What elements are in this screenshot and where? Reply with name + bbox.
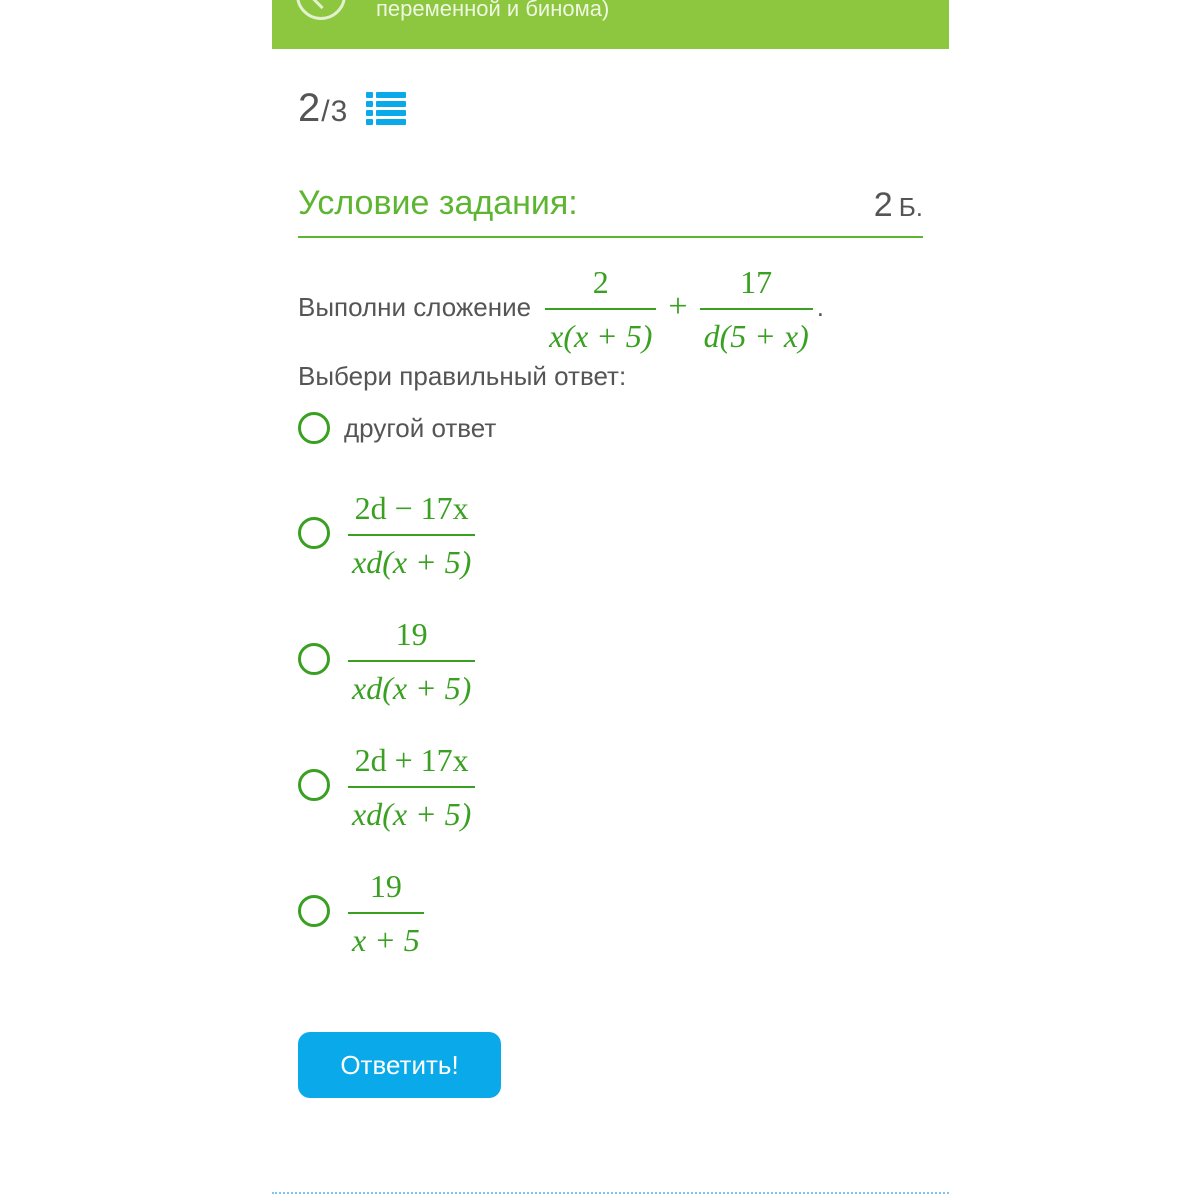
option-fraction bbox=[348, 488, 475, 578]
header-title: переменной и бинома) bbox=[376, 0, 610, 21]
radio-button[interactable] bbox=[298, 412, 330, 444]
fraction-numerator: 2 bbox=[545, 262, 656, 310]
option-fraction bbox=[348, 866, 424, 956]
fraction-numerator: 19 bbox=[348, 614, 475, 662]
fraction-denominator: xd(x + 5) bbox=[352, 796, 472, 832]
condition-header bbox=[298, 180, 923, 238]
choose-answer-text: Выбери правильный ответ: bbox=[298, 361, 627, 391]
answer-option-3[interactable] bbox=[298, 614, 475, 704]
question-progress bbox=[298, 86, 347, 131]
points-unit: Б. bbox=[898, 192, 923, 222]
header-bar bbox=[272, 0, 949, 49]
points-value: 2 bbox=[873, 186, 893, 224]
option-label: другой ответ bbox=[344, 412, 497, 443]
answer-option-other[interactable] bbox=[298, 412, 496, 444]
task-fraction-1 bbox=[545, 262, 656, 352]
fraction-numerator: 2d − 17x bbox=[348, 488, 475, 536]
task-end-dot: . bbox=[816, 291, 824, 322]
fraction-denominator: xd(x + 5) bbox=[352, 544, 472, 580]
progress-total: 3 bbox=[330, 95, 348, 128]
points bbox=[874, 186, 923, 225]
progress-separator: / bbox=[321, 95, 330, 128]
task-fraction-2 bbox=[700, 262, 813, 352]
radio-button[interactable] bbox=[298, 643, 330, 675]
fraction-denominator: d(5 + x) bbox=[703, 318, 809, 354]
progress-current: 2 bbox=[298, 86, 321, 130]
fraction-denominator: x + 5 bbox=[352, 922, 420, 958]
list-icon[interactable] bbox=[366, 91, 406, 125]
condition-title: Условие задания: bbox=[298, 184, 578, 222]
option-fraction bbox=[348, 740, 475, 830]
task-text: Выполни сложение bbox=[298, 291, 532, 322]
option-fraction bbox=[348, 614, 475, 704]
fraction-denominator: xd(x + 5) bbox=[352, 670, 472, 706]
fraction-denominator: x(x + 5) bbox=[549, 318, 653, 354]
answer-option-2[interactable] bbox=[298, 488, 475, 578]
radio-button[interactable] bbox=[298, 895, 330, 927]
radio-button[interactable] bbox=[298, 769, 330, 801]
task-operator: + bbox=[668, 288, 688, 325]
fraction-numerator: 2d + 17x bbox=[348, 740, 475, 788]
radio-button[interactable] bbox=[298, 517, 330, 549]
answer-option-4[interactable] bbox=[298, 740, 475, 830]
answer-option-5[interactable] bbox=[298, 866, 424, 956]
task-statement bbox=[298, 262, 824, 352]
submit-answer-button[interactable]: Ответить! bbox=[298, 1032, 501, 1098]
fraction-numerator: 19 bbox=[348, 866, 424, 914]
fraction-numerator: 17 bbox=[700, 262, 813, 310]
bottom-divider bbox=[272, 1192, 949, 1194]
